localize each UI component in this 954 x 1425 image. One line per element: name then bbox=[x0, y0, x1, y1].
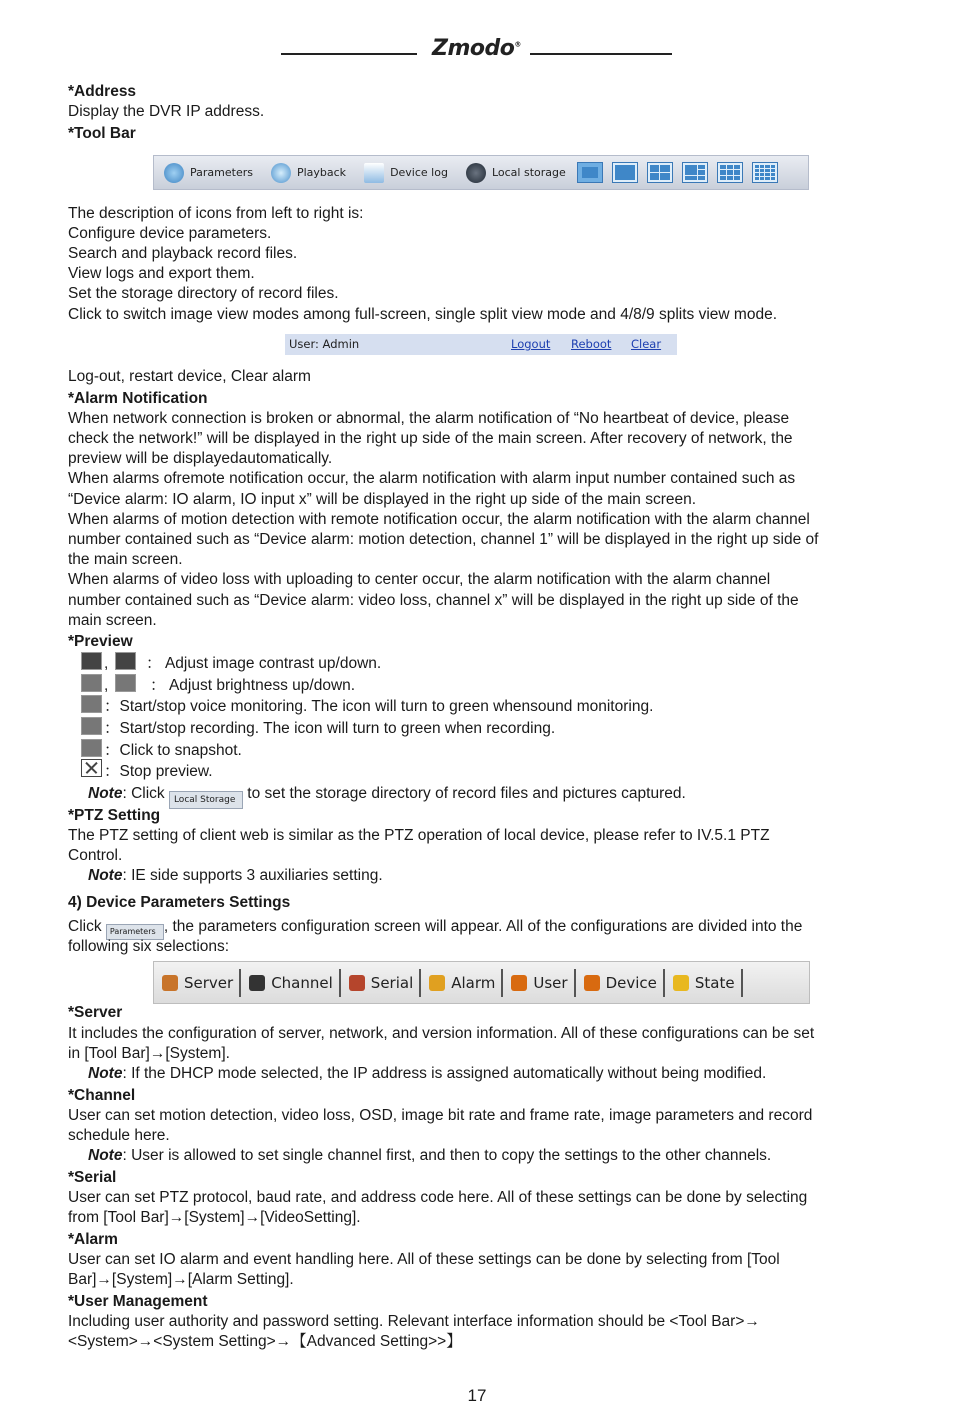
server-line: in [Tool Bar]→[System]. bbox=[68, 1045, 230, 1062]
channel-line: schedule here. bbox=[68, 1127, 170, 1144]
playback-icon bbox=[271, 163, 291, 183]
tab-label: Serial bbox=[370, 973, 414, 992]
serial-line: from [Tool Bar]→[System]→[VideoSetting]. bbox=[68, 1209, 361, 1226]
tab-label: Device bbox=[605, 973, 657, 992]
alarm-line: number contained such as “Device alarm: video loss, channel x” will be displayed in the right up side of the bbox=[68, 592, 799, 609]
preview-snapshot-text: ：Click to snapshot. bbox=[104, 742, 242, 759]
preview-brightness-text: ： Adjust brightness up/down. bbox=[150, 677, 356, 694]
note-text: : IE side supports 3 auxiliaries setting. bbox=[122, 867, 383, 884]
note-label: Note bbox=[88, 785, 123, 802]
note-label: Note bbox=[88, 1065, 123, 1082]
channel-heading: *Channel bbox=[68, 1087, 136, 1104]
note-text: : User is allowed to set single channel first, and then to copy the settings to the other channels. bbox=[122, 1147, 772, 1164]
alarm-line: When alarms of motion detection with remote notification occur, the alarm notification with the alarm channel bbox=[68, 511, 810, 528]
preview-note bbox=[88, 784, 686, 809]
toolbar-device-log-button[interactable] bbox=[364, 163, 448, 183]
alarm-line: When alarms ofremote notification occur, the alarm notification with alarm input number contained such as bbox=[68, 470, 796, 487]
ptz-heading: *PTZ Setting bbox=[68, 807, 161, 824]
tab-label: State bbox=[694, 973, 735, 992]
line-post: , the parameters configuration screen will appear. All of the configurations are divided into the bbox=[163, 918, 803, 935]
channel-note bbox=[88, 1146, 771, 1166]
tab-user[interactable] bbox=[503, 969, 575, 997]
parameter-tabs-image bbox=[153, 961, 810, 1004]
split-9-view-button[interactable] bbox=[717, 162, 743, 183]
toolbar-playback-label: Playback bbox=[296, 166, 347, 179]
alarm-setting-line: User can set IO alarm and event handling here. All of these settings can be done by selecting from [Tool bbox=[68, 1251, 780, 1268]
note-label: Note bbox=[88, 1147, 123, 1164]
server-heading: *Server bbox=[68, 1004, 123, 1021]
note-pre: : Click bbox=[122, 785, 169, 802]
alarm-line: main screen. bbox=[68, 612, 157, 629]
toolbar-local-storage-label: Local storage bbox=[491, 166, 566, 179]
preview-stop-text: ：Stop preview. bbox=[104, 763, 213, 780]
tab-channel[interactable] bbox=[241, 969, 341, 997]
address-heading: *Address bbox=[68, 83, 137, 100]
header-rule-right bbox=[530, 53, 672, 55]
preview-heading: *Preview bbox=[68, 633, 133, 650]
local-storage-button[interactable]: Local Storage bbox=[169, 791, 243, 809]
server-icon bbox=[162, 975, 178, 991]
device-icon bbox=[584, 975, 600, 991]
serial-heading: *Serial bbox=[68, 1169, 117, 1186]
user-mgmt-line: Including user authority and password setting. Relevant interface information should be <Tool Bar>→ bbox=[68, 1313, 760, 1330]
toolbar-heading: *Tool Bar bbox=[68, 125, 136, 142]
alarm-icon bbox=[429, 975, 445, 991]
toolbar-parameters-button[interactable] bbox=[164, 163, 253, 183]
status-bar-image bbox=[285, 334, 677, 355]
tab-serial[interactable] bbox=[341, 969, 421, 997]
contrast-up-icon[interactable] bbox=[81, 652, 102, 670]
document-icon bbox=[364, 163, 384, 183]
ptz-line: The PTZ setting of client web is similar as the PTZ operation of local device, please refer to IV.5.1 PTZ bbox=[68, 827, 770, 844]
contrast-down-icon[interactable] bbox=[115, 652, 136, 670]
note-label: Note bbox=[88, 867, 123, 884]
storage-icon bbox=[466, 163, 486, 183]
toolbar-device-log-label: Device log bbox=[390, 166, 448, 179]
toolbar-desc-line: View logs and export them. bbox=[68, 265, 255, 282]
device-params-line: following six selections: bbox=[68, 938, 230, 955]
tab-label: Channel bbox=[271, 973, 333, 992]
statusbar-desc: Log-out, restart device, Clear alarm bbox=[68, 368, 311, 385]
toolbar-desc-line: The description of icons from left to right is: bbox=[68, 205, 364, 222]
split-6-view-button[interactable] bbox=[682, 162, 708, 183]
note-post: to set the storage directory of record files and pictures captured. bbox=[242, 785, 686, 802]
alarm-heading: *Alarm Notification bbox=[68, 390, 208, 407]
preview-record-text: ：Start/stop recording. The icon will turn to green when recording. bbox=[104, 720, 556, 737]
ptz-note bbox=[88, 866, 383, 886]
alarm-line: number contained such as “Device alarm: motion detection, channel 1” will be displayed in the right up side of bbox=[68, 531, 819, 548]
preview-contrast-text: ： Adjust image contrast up/down. bbox=[146, 655, 382, 672]
user-mgmt-heading: *User Management bbox=[68, 1293, 208, 1310]
brightness-up-icon[interactable] bbox=[81, 674, 102, 692]
channel-line: User can set motion detection, video loss, OSD, image bit rate and frame rate, image parameters and record bbox=[68, 1107, 813, 1124]
zmodo-logo: Zmodo® bbox=[432, 36, 521, 61]
user-icon bbox=[511, 975, 527, 991]
address-text: Display the DVR IP address. bbox=[68, 103, 265, 120]
toolbar-local-storage-button[interactable] bbox=[466, 163, 566, 183]
alarm-line: check the network!” will be displayed in the right up side of the main screen. After recovery of network, the bbox=[68, 430, 793, 447]
channel-icon bbox=[249, 975, 265, 991]
line-pre: Click bbox=[68, 918, 106, 935]
split-16-view-button[interactable] bbox=[752, 162, 778, 183]
toolbar-desc-line: Search and playback record files. bbox=[68, 245, 298, 262]
serial-icon bbox=[349, 975, 365, 991]
server-note bbox=[88, 1064, 766, 1084]
toolbar-playback-button[interactable] bbox=[271, 163, 346, 183]
page-number: 17 bbox=[467, 1386, 487, 1405]
brightness-down-icon[interactable] bbox=[115, 674, 136, 692]
alarm-line: preview will be displayedautomatically. bbox=[68, 450, 333, 467]
alarm-line: When alarms of video loss with uploading to center occur, the alarm notification with the alarm channel bbox=[68, 571, 771, 588]
toolbar-desc-line: Configure device parameters. bbox=[68, 225, 272, 242]
tab-label: Server bbox=[184, 973, 234, 992]
alarm-setting-heading: *Alarm bbox=[68, 1231, 118, 1248]
header-rule-left bbox=[281, 53, 417, 55]
record-icon[interactable] bbox=[81, 717, 102, 735]
gear-icon bbox=[164, 163, 184, 183]
parameters-button[interactable]: Parameters bbox=[106, 924, 164, 940]
speaker-icon[interactable] bbox=[81, 695, 102, 713]
tab-state[interactable] bbox=[665, 969, 743, 997]
user-label: User: Admin bbox=[289, 337, 360, 351]
comma: , bbox=[104, 677, 109, 694]
tab-label: User bbox=[533, 973, 568, 992]
user-mgmt-line: <System>→<System Setting>→【Advanced Setting>>】 bbox=[68, 1333, 462, 1350]
logout-link[interactable]: Logout bbox=[511, 337, 551, 351]
reboot-link[interactable]: Reboot bbox=[571, 337, 612, 351]
preview-voice-text: ：Start/stop voice monitoring. The icon will turn to green whensound monitoring. bbox=[104, 698, 654, 715]
alarm-line: When network connection is broken or abnormal, the alarm notification of “No heartbeat of device, please bbox=[68, 410, 790, 427]
tab-label: Alarm bbox=[451, 973, 496, 992]
server-line: It includes the configuration of server, network, and version information. All of these configurations can be set bbox=[68, 1025, 815, 1042]
ptz-line: Control. bbox=[68, 847, 123, 864]
fullscreen-view-button[interactable] bbox=[577, 162, 603, 183]
split-4-view-button[interactable] bbox=[647, 162, 673, 183]
note-text: : If the DHCP mode selected, the IP address is assigned automatically without being modified. bbox=[122, 1065, 767, 1082]
toolbar-desc-line: Set the storage directory of record files. bbox=[68, 285, 339, 302]
tab-device[interactable] bbox=[576, 969, 665, 997]
single-view-button[interactable] bbox=[612, 162, 638, 183]
toolbar-parameters-label: Parameters bbox=[190, 166, 253, 179]
snapshot-icon[interactable] bbox=[81, 739, 102, 757]
toolbar-desc-line: Click to switch image view modes among full-screen, single split view mode and 4/8/9 splits view mode. bbox=[68, 306, 777, 323]
tab-alarm[interactable] bbox=[421, 969, 503, 997]
device-params-heading: 4) Device Parameters Settings bbox=[68, 894, 291, 911]
serial-line: User can set PTZ protocol, baud rate, and address code here. All of these settings can be done by selecting bbox=[68, 1189, 808, 1206]
clear-link[interactable]: Clear bbox=[631, 337, 662, 351]
comma: , bbox=[104, 655, 109, 672]
toolbar-image bbox=[153, 155, 809, 190]
alarm-setting-line: Bar]→[System]→[Alarm Setting]. bbox=[68, 1271, 294, 1288]
tab-server[interactable] bbox=[154, 969, 241, 997]
alarm-line: the main screen. bbox=[68, 551, 183, 568]
state-icon bbox=[673, 975, 689, 991]
stop-preview-icon[interactable] bbox=[81, 759, 102, 777]
alarm-line: “Device alarm: IO alarm, IO input x” will be displayed in the right up side of the main screen. bbox=[68, 491, 697, 508]
